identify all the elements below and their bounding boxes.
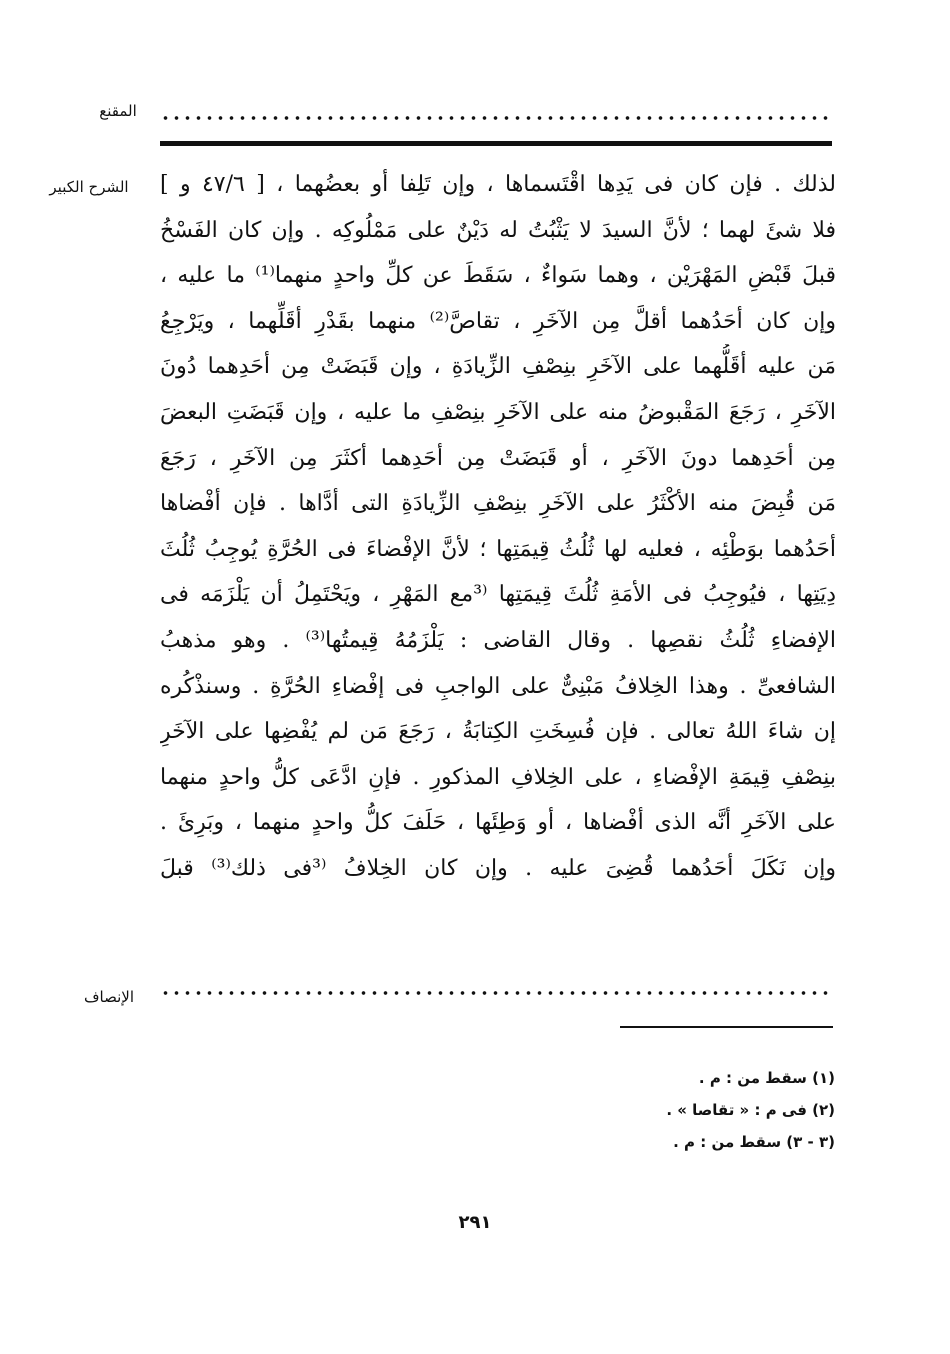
footnote: (٢) فى م : « تقاصا » . xyxy=(666,1101,835,1119)
header-dotted-rule xyxy=(160,115,832,121)
main-text xyxy=(160,162,836,892)
running-title: المقنع xyxy=(99,102,137,120)
text-line: وإن نَكَلَ أحَدُهما قُضِىَ عليه . وإن كان الخِلافُ ⁽³فى ذلك⁽³⁾ قبلَ xyxy=(160,855,836,881)
footnote: (١) سقط من : م . xyxy=(698,1069,835,1087)
text-line: الشافعىِّ . وهذا الخِلافُ مَبْنِىٌّ على الواجبِ فى إفْضاءِ الحُرَّةِ . وسنذْكُره xyxy=(160,673,836,699)
text-line: الإفضاءِ ثُلُثُ نقصِها . وقال القاضى : يَلْزَمُهُ قِيمتُها⁽³⁾ . وهو مذهبُ xyxy=(160,627,836,653)
text-line: مِن أحَدِهما دونَ الآخَرِ ، أو قَبَضَتْ مِن أحَدِهما أكثَرَ مِن الآخَرِ ، رَجَعَ xyxy=(160,445,836,471)
header-rule xyxy=(160,141,832,146)
text-line: مَن قُبِضَ منه الأكْثَرُ على الآخَرِ بنِصْفِ الزِّيادَةِ التى أدَّاها . فإن أفْضاها xyxy=(160,491,836,517)
text-line: أحَدُهما بوَطْئِه ، فعليه لها ثُلُثُ قِيمَتِها ؛ لأنَّ الإفْضاءَ فى الحُرَّةِ يُوجِبُ ثُلُثَ xyxy=(160,536,836,562)
text-line: بنِصْفِ قِيمَةِ الإفْضاءِ ، على الخِلافِ المذكورِ . فإنِ ادَّعَى كلُّ واحدٍ منهما xyxy=(160,764,836,790)
text-line: لذلك . فإن كان فى يَدِها اقْتَسماها ، وإن تَلِفا أو بعضُهما ، [ ٤٧/٦ و ] xyxy=(160,172,836,197)
text-line: قبلَ قَبْضِ المَهْرَيْن ، وهما سَواءٌ ، سَقَطَ عن كلِّ واحدٍ منهما⁽¹⁾ ما عليه ، xyxy=(160,263,836,289)
commentary-label: الشرح الكبير xyxy=(49,178,129,196)
text-line: مَن عليه أقَلُّهما على الآخَرِ بنِصْفِ الزِّيادَةِ ، وإن قَبَضَتْ مِن أحَدِهما دُونَ xyxy=(160,354,836,380)
text-line: وإن كان أحَدُهما أقلَّ مِن الآخَرِ ، تقاصَّ⁽²⁾ منهما بقَدْرِ أقَلِّهما ، ويَرْجِعُ xyxy=(160,308,836,334)
insaf-label: الإنصاف xyxy=(83,988,135,1006)
page-number: ٢٩١ xyxy=(458,1212,492,1233)
text-line: الآخَرِ ، رَجَعَ المَقْبوضُ منه على الآخَرِ بنِصْفِ ما عليه ، وإن قَبَضَتِ البعضَ xyxy=(160,399,836,425)
text-line: إن شاءَ اللهُ تعالى . فإن فُسِخَتِ الكِتابَةُ ، رَجَعَ مَن لم يُفْضِها على الآخَرِ xyxy=(160,719,836,745)
footnote: (٣ - ٣) سقط من : م . xyxy=(673,1133,835,1151)
insaf-dotted-rule xyxy=(160,990,832,996)
footnote-separator xyxy=(620,1026,833,1028)
text-line: فلا شئَ لهما ؛ لأنَّ السيدَ لا يَثْبُتُ له دَيْنٌ على مَمْلُوكِه . وإن كان الفَسْخُ xyxy=(160,217,836,243)
text-line: على الآخَرِ أنَّه الذى أفْضاها ، أو وَطِئَها ، حَلَفَ كلُّ واحدٍ منهما ، وبَرِئَ . xyxy=(160,810,836,836)
text-line: دِيَتِها ، فيُوجِبُ فى الأمَةِ ثُلُثَ قِيمَتِها ⁽³مع المَهْرِ ، ويَحْتَمِلُ أن يَلْزَمَه فى xyxy=(160,582,836,608)
footnotes xyxy=(435,1062,835,1158)
